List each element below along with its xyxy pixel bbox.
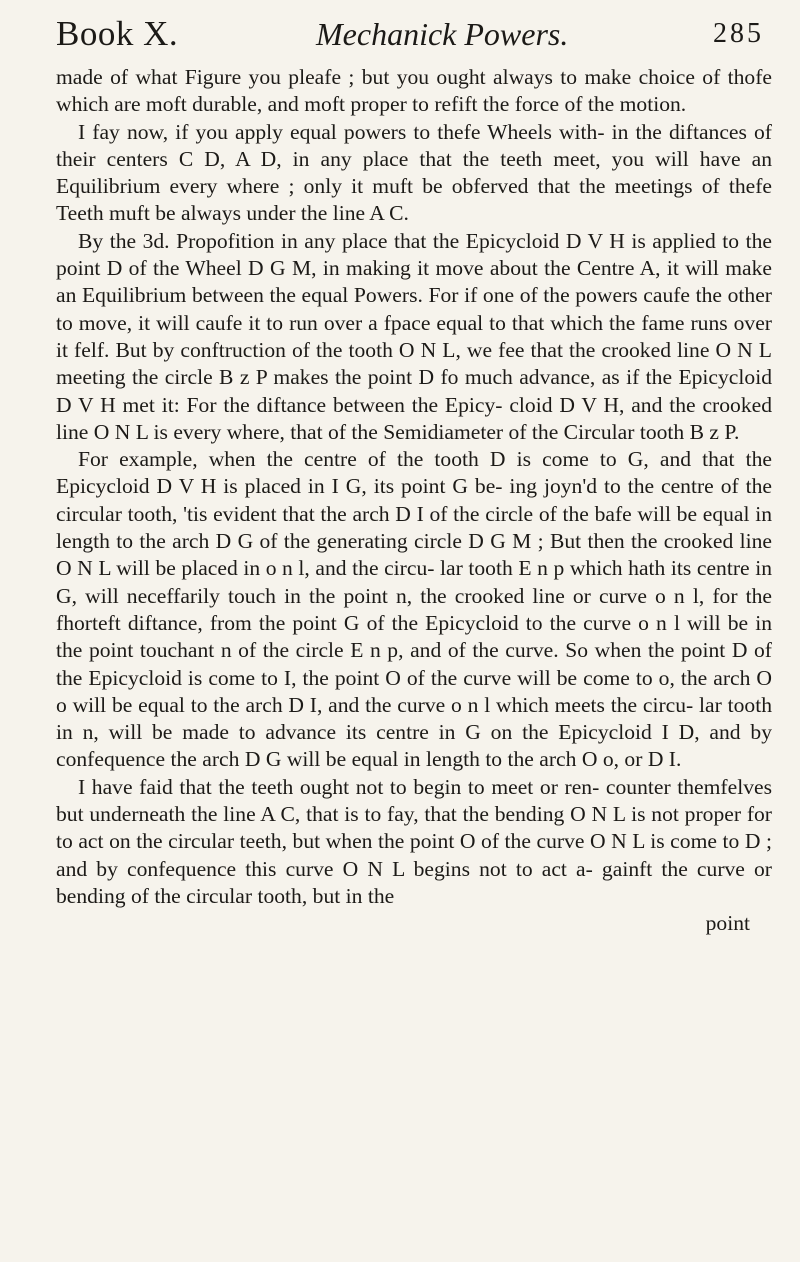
paragraph: By the 3d. Propofition in any place that the Epicycloid D V H is applied to the point D of the Wheel D G M, in making it move about the Centre A, it will make an Equilibrium between the equal Powers. For if one of the powers caufe the other to move, it will caufe it to run over a fpace equal to that which the fame runs over it felf. But by conftruction of the tooth O N L, we fee that the crooked line O N L meeting the circle B z P makes the point D fo much advance, as if the Epicycloid D V H met it: For the diftance between the Epicy- cloid D V H, and the crooked line O N L is every where, that of the Semidiameter of the Circular tooth B z P. [56,228,772,444]
paragraph: made of what Figure you pleafe ; but you ought always to make choice of thofe which are moft durable, and moft proper to refift the force of the motion. [56,65,772,117]
paragraph: I have faid that the teeth ought not to begin to meet or ren- counter themfelves but underneath the line A C, that is to fay, that the bending O N L is not proper for to act on the circular teeth, but when the point O of the curve O N L is come to D ; and by confequence this curve O N L begins not to act a- gainft the curve or bending of the circular tooth, but in the [56,774,772,908]
catchword: point [705,911,750,936]
running-header [56,8,772,64]
body-text [56,64,772,910]
running-title: Mechanick Powers. [316,16,569,52]
book-label: Book X. [56,14,179,53]
paragraph: For example, when the centre of the tooth D is come to G, and that the Epicycloid D V H is placed in I G, its point G be- ing joyn'd to the centre of the circular tooth, 'tis evident that the arch D I of the circle of the bafe will be equal in length to the arch D G of the generating circle D G M ; But then the crooked line O N L will be placed in o n l, and the circu- lar tooth E n p which hath its centre in G, will neceffarily touch in the point n, the crooked line or curve o n l, for the fhorteft diftance, from the point G of the Epicycloid to the curve o n l will be in the point touchant n of the circle E n p, and of the curve. So when the point D of the Epicycloid is come to I, the point O of the curve will be come to o, the arch O o will be equal to the arch D I, and the curve o n l which meets the circu- lar tooth in n, will be made to advance its centre in G on the Epicycloid I D, and by confequence the arch D G will be equal in length to the arch O o, or D I. [56,447,772,772]
paragraph: I fay now, if you apply equal powers to thefe Wheels with- in the diftances of their centers C D, A D, in any place that the teeth meet, you will have an Equilibrium every where ; only it muft be obferved that the meetings of thefe Teeth muft be always under the line A C. [56,119,772,226]
page-number: 285 [713,18,764,49]
